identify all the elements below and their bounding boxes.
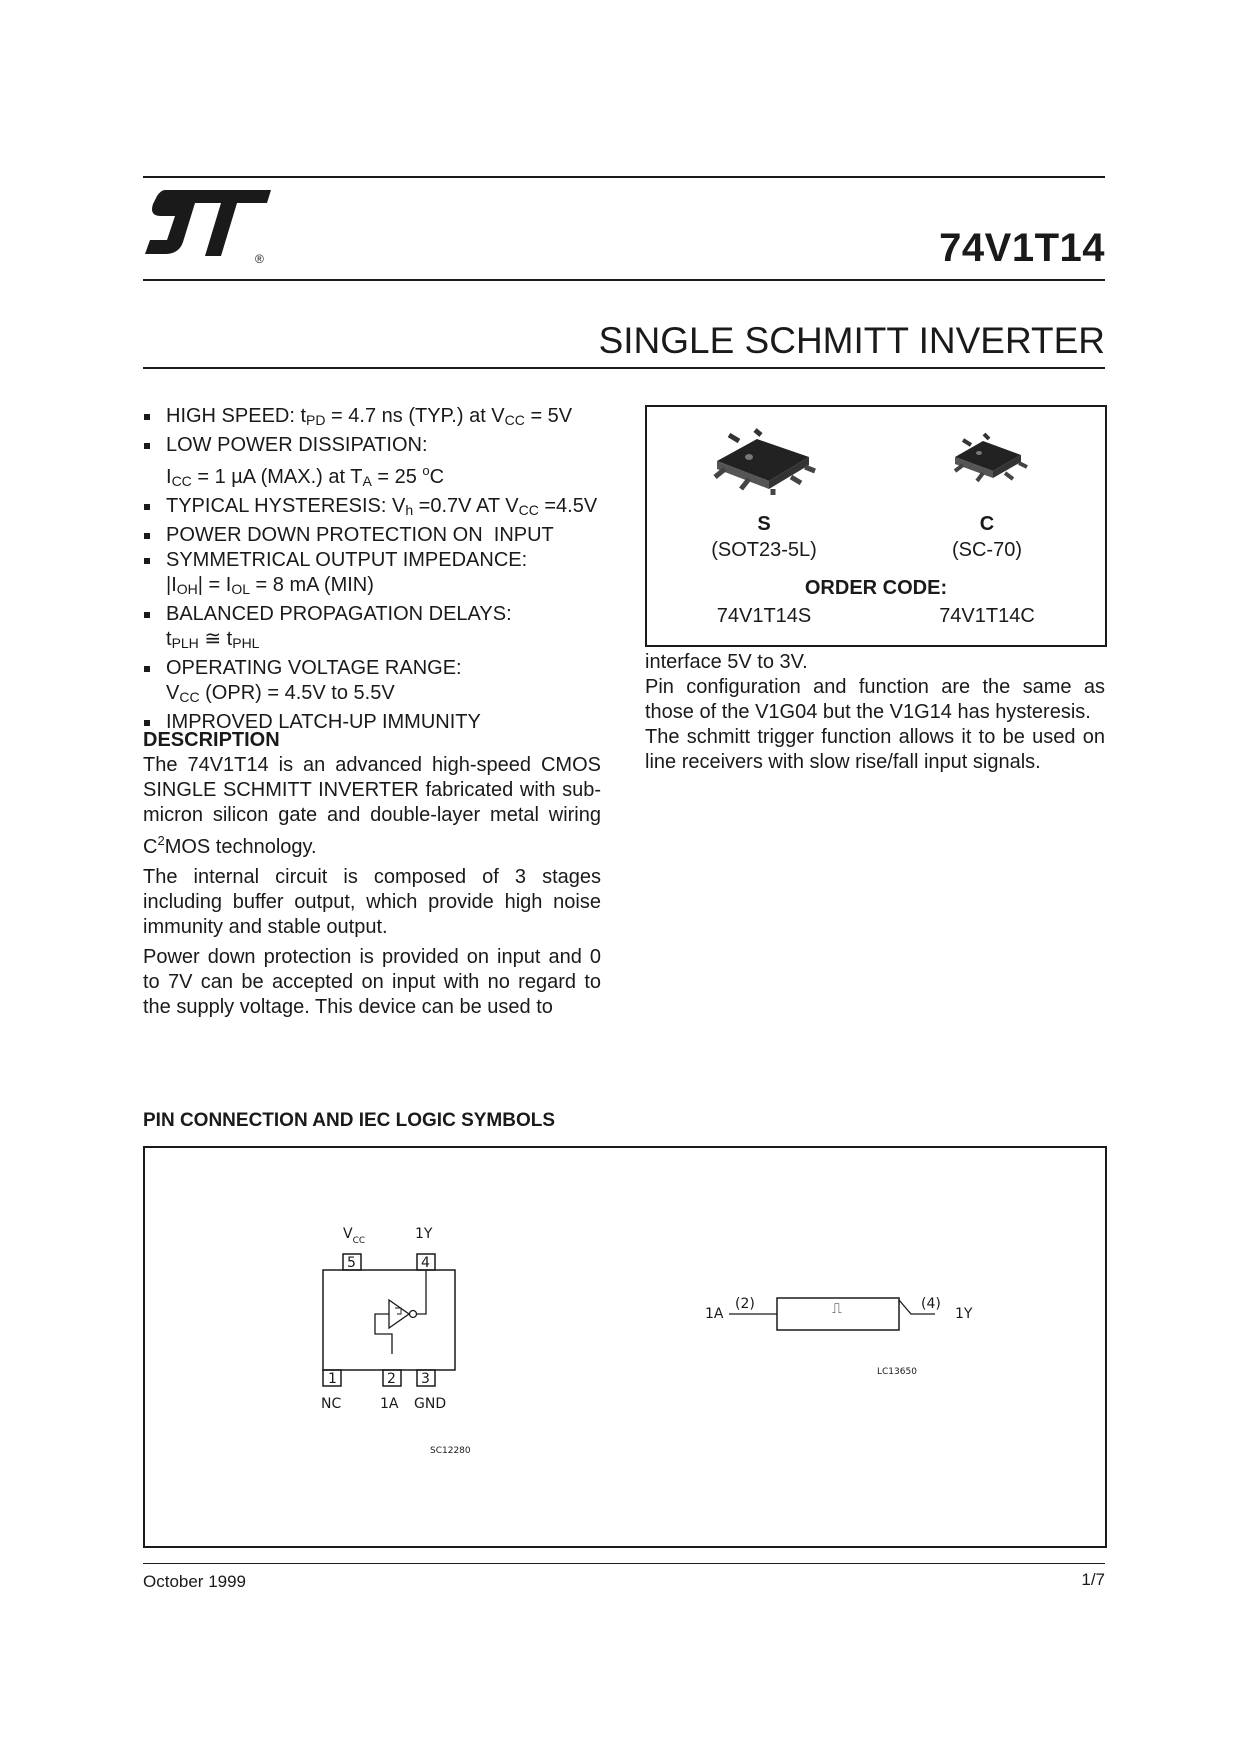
sc70-package-image [949, 431, 1029, 491]
inverter-bubble [410, 1311, 417, 1318]
order-code-s: 74V1T14S [716, 605, 812, 627]
order-code-c: 74V1T14C [939, 605, 1035, 627]
pin4-label: 4 [421, 1255, 430, 1271]
description-section [143, 728, 601, 1025]
description-heading: DESCRIPTION [143, 729, 280, 751]
iec-output-pin: (4) [921, 1296, 941, 1312]
st-logo [143, 188, 273, 268]
feature-item: OPERATING VOLTAGE RANGE: $V_{CC}$ (OPR) = 4.5V to 5.5V [143, 656, 601, 710]
pin1-label: 1 [328, 1371, 337, 1387]
gnd-label: GND [414, 1396, 447, 1412]
top-rule [143, 176, 1105, 178]
feature-item: BALANCED PROPAGATION DELAYS: $t_{PLH}$ ≅ $t_{PHL}$ [143, 602, 601, 656]
left-diagram-code: SC12280 [430, 1446, 471, 1456]
feature-item: IMPROVED LATCH-UP IMMUNITY [143, 710, 601, 735]
right-paragraph-2: Pin configuration and function are the same as those of the V1G04 but the V1G14 has hysteresis. [645, 676, 1105, 723]
footer-date: October 1999 [143, 1572, 247, 1591]
subtitle-rule [143, 367, 1105, 369]
header-rule [143, 279, 1105, 281]
right-column-text [645, 650, 1105, 775]
package-c-column [887, 511, 1087, 563]
document-subtitle: SINGLE SCHMITT INVERTER [598, 320, 1105, 361]
description-paragraph-2: The internal circuit is composed of 3 stages including buffer output, which provide high noise immunity and stable output. [143, 866, 601, 938]
package-s-letter: S [757, 513, 771, 535]
nc-label: NC [321, 1396, 342, 1412]
package-s-name: (SOT23-5L) [711, 539, 817, 561]
pin-diagram-box [143, 1146, 1107, 1548]
pin-diagram [145, 1148, 1105, 1546]
package-c-letter: C [979, 513, 995, 535]
right-diagram-code: LC13650 [877, 1367, 917, 1377]
iec-input-label: 1A [705, 1306, 724, 1322]
description-paragraph-1: The 74V1T14 is an advanced high-speed CMOS SINGLE SCHMITT INVERTER fabricated with sub-micron silicon gate and double-layer metal wiring $C^2MOS$ technology. [143, 754, 601, 858]
vcc-label: $V_{CC}$ [343, 1226, 366, 1246]
right-paragraph-1: interface 5V to 3V. [645, 651, 808, 673]
feature-item: POWER DOWN PROTECTION ON INPUT [143, 523, 601, 548]
order-code-label: ORDER CODE: [804, 577, 948, 599]
package-s-column [664, 511, 864, 563]
description-paragraph-3: Power down protection is provided on input and 0 to 7V can be accepted on input with no regard to the supply voltage. This device can be used to [143, 946, 601, 1018]
feature-item: HIGH SPEED: $t_{PD} = 4.7$ ns (TYP.) at $V_{CC} = 5V$ [143, 404, 601, 433]
pin-connection-heading: PIN CONNECTION AND IEC LOGIC SYMBOLS [143, 1110, 556, 1131]
feature-item: LOW POWER DISSIPATION: $I_{CC} = 1$ µA (MAX.) at $T_A = 25$ $^o$C [143, 433, 601, 494]
feature-item: SYMMETRICAL OUTPUT IMPEDANCE: $|I_{OH}| = I_{OL} = 8$ mA (MIN) [143, 548, 601, 602]
package-box [645, 405, 1107, 647]
iec-output-label: 1Y [955, 1306, 973, 1322]
iec-input-pin: (2) [735, 1296, 755, 1312]
input-1a-label: 1A [380, 1396, 399, 1412]
registered-mark: ® [255, 252, 264, 266]
sot23-package-image [709, 427, 819, 502]
right-paragraph-3: The schmitt trigger function allows it to be used on line receivers with slow rise/fall input signals. [645, 726, 1105, 773]
footer-rule [143, 1563, 1105, 1564]
features-list [143, 404, 601, 735]
feature-item: TYPICAL HYSTERESIS: $V_h =0.7V$ AT $V_{CC} =4.5V$ [143, 494, 601, 523]
output-1y-top-label: 1Y [415, 1226, 433, 1242]
pin3-label: 3 [421, 1371, 430, 1387]
pin2-label: 2 [387, 1371, 396, 1387]
package-c-name: (SC-70) [951, 539, 1022, 561]
part-number: 74V1T14 [939, 226, 1105, 270]
iec-symbol: ⎍ [832, 1301, 842, 1317]
pin5-label: 5 [347, 1255, 356, 1271]
footer-page-number: 1/7 [1081, 1570, 1105, 1589]
